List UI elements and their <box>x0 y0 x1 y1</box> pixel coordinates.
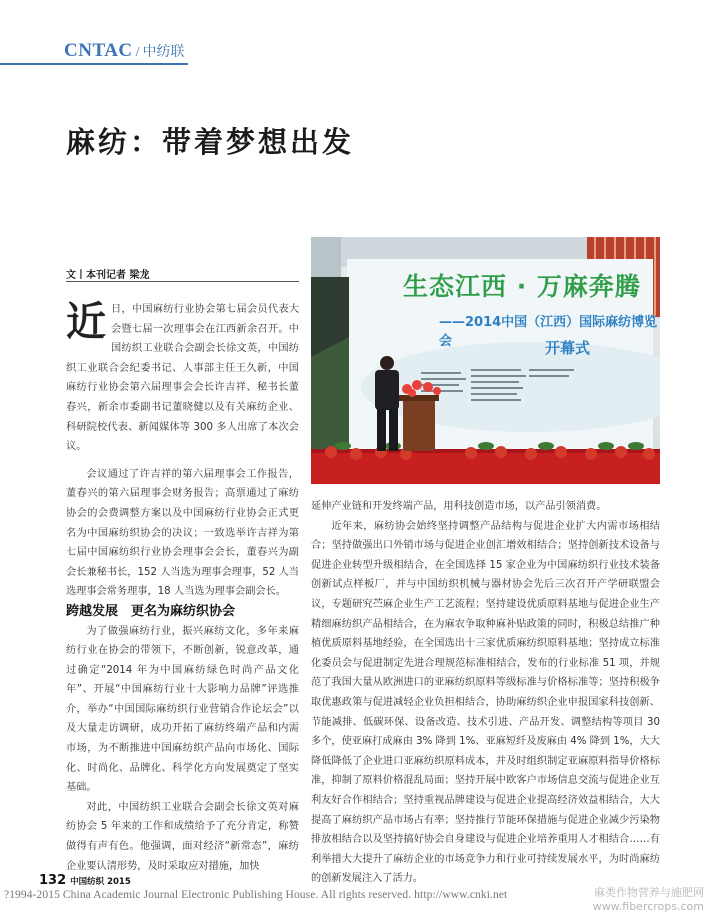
banner-subtitle: ——2014中国（江西）国际麻纺博览会 <box>439 315 658 349</box>
lead-text: 日，中国麻纺行业协会第七届会员代表大会暨七届一次理事会在江西新余召开。中国纺织工业联合会副会长徐文英，中国纺织工业联合会纪委书记、人事部主任王久新，中国麻纺行业协会第六届理事会会长许吉祥、秘书长董春兴，新余市委副书记董晓健以及有关麻纺企业、科研院校代表、新闻媒体等 300 多人出席了本次会议。 <box>66 304 299 453</box>
byline: 文丨本刊记者 梁龙 <box>66 270 150 281</box>
section-header <box>64 40 185 62</box>
header-rule <box>0 63 188 65</box>
magazine-name: 中国纺织 2015 <box>70 877 131 887</box>
banner-opening: 开幕式 <box>545 339 591 357</box>
watermark <box>593 886 704 914</box>
page-number <box>39 873 131 888</box>
section-name: 中纺联 <box>142 44 185 60</box>
brand-logo: CNTAC <box>64 40 133 61</box>
section-heading: 跨越发展 更名为麻纺织协会 <box>66 603 236 619</box>
lead-paragraph <box>66 300 299 457</box>
event-photo <box>311 237 660 484</box>
paragraph: 对此，中国纺织工业联合会副会长徐文英对麻纺协会 5 年来的工作和成绩给予了充分肯定，称赞做得有声有色。他强调，面对经济“新常态”，麻纺企业要认清形势，及时采取应对措施，加快 <box>66 801 299 872</box>
paragraph: 近年来，麻纺协会始终坚持调整产品结构与促进企业扩大内需市场相结合；坚持做强出口外销市场与促进企业创汇增效相结合；坚持创新技术设备与促进企业转型升级相结合，在全国选择 15 家企业为中国麻纺织行业技术装备创新试点样板厂，并与中国纺织机械与器材协会先后三次召开产学研联盟会议，专题研究苎麻企业生产工艺流程；坚持建设优质原料基地与促进企业生产精细麻纺织产品相结合，在为麻农争取种麻补贴政策的同时，积极总结推广种植优质原料基地经验，在全国选出十三家优质麻纺织原料基地；坚持成立标准化委员会与促进制定先进合理规范标准相结合，发布的行业标准 51 项，并规范了我国大量从欧洲进口的亚麻纺织原料等级标准与价格标准等；坚持积极争取优惠政策与促进减轻企业负担相结合，协助麻纺织企业申报国家科技创新、节能减排、低碳环保、设备改造、技术引进、产品开发、调整结构等项目 30 多个，使亚麻打成麻由 3% 降到 1%、亚麻短纤及废麻由 4% 降到 1%，大大降低降低了企业进口亚麻纺织原料成本，并及时组织制定亚麻原料指导价格标准，抑制了原料价格混乱局面；坚持开展中欧客户市场信息交流与促进企业互利友好合作相结合；坚持重视品牌建设与促进企业提高经济效益相结合，大大提高了麻纺织产品市场占有率；坚持推行节能环保措施与促进企业减少污染物排放相结合以及坚持搞好协会自身建设与促进企业培养重用人才相结合……有利举措大大提升了麻纺企业的市场竞争力和行业可持续发展水平，为时尚麻纺的创新发展注入了活力。 <box>311 520 660 885</box>
byline-rule <box>66 281 299 282</box>
right-column <box>311 497 660 889</box>
paragraph: 延伸产业链和开发终端产品，用科技创造市场，以产品引领消费。 <box>311 501 607 512</box>
left-column <box>66 300 299 876</box>
watermark-title: 麻类作物营养与施肥网 <box>594 886 704 899</box>
header-separator: / <box>135 45 140 60</box>
watermark-url: www.fibercrops.com <box>592 900 704 913</box>
copyright-notice: ?1994-2015 China Academic Journal Electronic Publishing House. All rights reserved. http://www.cnki.net <box>4 889 508 901</box>
paragraph: 会议通过了许吉祥的第六届理事会工作报告，董春兴的第六届理事会财务报告；高票通过了麻纺协会的会费调整方案以及中国麻纺行业协会正式更名为中国麻纺织协会的决议；一致选举许吉祥为第七届中国麻纺织行业协会理事会会长，董春兴为副会长兼秘书长，152 人当选为理事会理事，52 人当选理事会常务理事，18 人当选为理事会副会长。 <box>66 468 299 598</box>
banner-headline: 生态江西 · 万麻奔腾 <box>403 272 641 301</box>
drop-cap: 近 <box>66 299 106 345</box>
paragraph: 为了做强麻纺行业，振兴麻纺文化，多年来麻纺行业在协会的带领下，不断创新，锐意改革，通过确定“2014 年为中国麻纺绿色时尚产品文化年”、开展“中国麻纺行业十大影响力品牌”评选推介，举办“中国国际麻纺织行业营销合作论坛会”以及大量走访调研，成功开拓了麻纺终端产品和内需市场，为不断推进中国麻纺织产品向市场化、国际化、时尚化、品牌化、科学化方向发展奠定了坚实基础。 <box>66 625 299 794</box>
page-number-value: 132 <box>39 873 67 888</box>
article-title: 麻纺：带着梦想出发 <box>66 125 355 159</box>
